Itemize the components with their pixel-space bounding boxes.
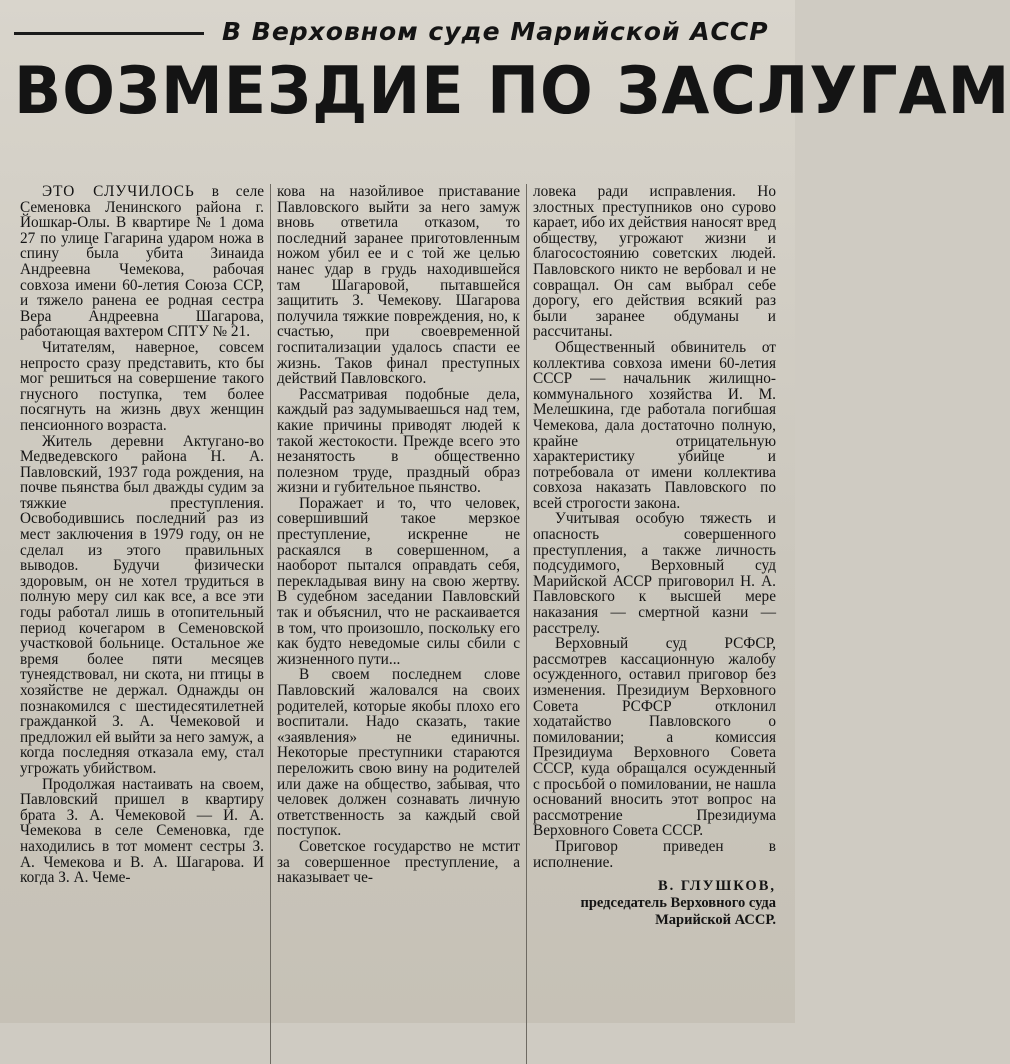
paragraph-text: Рассматривая подобные дела, каждый раз задумываешься над тем, какие причины приводят людей к такой жестокости. Прежде всего это незанятость в общественно полезном труде, праздный образ жизни и губительное пьянство. [277, 385, 520, 497]
paragraph [533, 340, 776, 512]
paragraph [533, 184, 776, 340]
signature-role: председатель Верховного суда Марийской АССР. [580, 895, 776, 929]
signature-name: В. ГЛУШКОВ, [657, 878, 776, 895]
paragraph [277, 496, 520, 668]
paragraph [277, 184, 520, 387]
paragraph-text: Поражает и то, что человек, совершивший такое мерзкое преступление, искренне не раскаялся в совершенном, а наоборот пытался оправдать себя, перекладывая вину на свою жертву. В судебном заседании Павловский так и объяснил, что не раскаивается в том, что произошло, поскольку его как будто неведомые силы сбили с жизненного пути... [277, 494, 520, 668]
rubric [14, 10, 787, 52]
rubric-text: В Верховном суде Марийской АССР [222, 16, 769, 46]
article-column-3 [526, 184, 782, 1064]
headline: ВОЗМЕЗДИЕ ПО ЗАСЛУГАМ [14, 52, 1010, 129]
article-column-1 [14, 184, 270, 1064]
paragraph [277, 839, 520, 886]
paragraph [20, 184, 264, 340]
paragraph [533, 636, 776, 839]
signature [533, 878, 776, 929]
paragraph-text: в селе Семеновка Ленинского района г. Йошкар-Олы. В квартире № 1 дома 27 по улице Гагарина ударом ножа в спину была убита Зинаида Андреевна Чемекова, рабочая совхоза имени 60-летия Союза ССР, и тяжело ранена ее родная сестра Вера Андреевна Шагарова, работающая вахтером СПТУ № 21. [20, 183, 264, 341]
paragraph-text: Советское государство не мстит за совершенное преступление, а наказывает че- [277, 837, 520, 887]
paragraph [20, 777, 264, 886]
lead-in: ЭТО СЛУЧИЛОСЬ [42, 183, 195, 200]
paragraph-text: В своем последнем слове Павловский жаловался на своих родителей, которые якобы плохо его воспитали. Надо сказать, такие «заявления» не единичны. Некоторые преступники стараются переложить свою вину на родителей или даже на общество, забывая, что человек должен сознавать личную ответственность за каждый свой поступок. [277, 666, 520, 840]
paragraph [277, 387, 520, 496]
paragraph-text: Читателям, наверное, совсем непросто сразу представить, кто бы мог решиться на совершение такого гнусного поступка, тем более посягнуть на жизнь двух женщин пенсионного возраста. [20, 338, 264, 434]
paragraph-text: Верховный суд РСФСР, рассмотрев кассационную жалобу осужденного, оставил приговор без изменения. Президиум Верховного Совета РСФСР отклонил ходатайство Павловского о помиловании; а комиссия Президиума Верховного Совета СССР, куда обращался осужденный с просьбой о помиловании, не нашла оснований вносить этот вопрос на рассмотрение Президиума Верховного Совета СССР. [533, 635, 776, 840]
paragraph-text: Продолжая настаивать на своем, Павловский пришел в квартиру брата З. А. Чемековой — И. А. Чемекова в селе Семеновка, где находились в тот момент сестры З. А. Чемекова и В. А. Шагарова. И когда З. А. Чеме- [20, 775, 264, 887]
paragraph [20, 434, 264, 777]
rubric-rule [14, 32, 204, 35]
paragraph-text: Учитывая особую тяжесть и опасность совершенного преступления, а также личность подсудимого, Верховный суд Марийской АССР приговорил Н. А. Павловского к высшей мере наказания — смертной казни — расстрелу. [533, 510, 776, 637]
paragraph [533, 839, 776, 870]
article-column-2 [270, 184, 526, 1064]
paragraph-text: Житель деревни Актугано-во Медведевского района Н. А. Павловский, 1937 года рождения, на почве пьянства был дважды судим за тяжкие преступления. Освободившись последний раз из мест заключения в 1979 году, он не сделал из этого правильных выводов. Будучи физически здоровым, он не хотел трудиться в полную меру сил как все, а все эти годы работал лишь в отопительный период кочегаром в Семеновской участковой больнице. Остальное же время более пяти месяцев тунеядствовал, ни скота, ни птицы в хозяйстве не держал. Однажды он познакомился с шестидесятилетней гражданкой З. А. Чемековой и предложил ей выйти за него замуж, а когда последняя отказала ему, стал угрожать убийством. [20, 432, 264, 777]
article-body [14, 184, 787, 1064]
paragraph [533, 511, 776, 636]
paragraph-text: Приговор приведен в исполнение. [533, 837, 776, 871]
paragraph [277, 667, 520, 839]
paragraph [20, 340, 264, 434]
paragraph-text: кова на назойливое приставание Павловского выйти за него замуж вновь ответила отказом, то последний заранее приготовленным ножом убил ее и с той же целью нанес удар в грудь находившейся там Шагаровой, пытавшейся защитить З. Чемекову. Шагарова получила тяжкие повреждения, но, к счастью, при своевременной госпитализации удалось спасти ее жизнь. Таков финал преступных действий Павловского. [277, 183, 520, 388]
paragraph-text: ловека ради исправления. Но злостных преступников оно сурово карает, ибо их действия наносят вред обществу, угрожают жизни и благосостоянию советских людей. Павловского никто не вербовал и не совращал. Он сам выбрал себе дорогу, его действия всякий раз были заранее обдуманы и рассчитаны. [533, 183, 776, 341]
paragraph-text: Общественный обвинитель от коллектива совхоза имени 60-летия СССР — начальник жилищно-коммунального хозяйства И. М. Мелешкина, где работала погибшая Чемекова, дала достаточно полную, крайне отрицательную характеристику убийце и потребовала от имени коллектива совхоза наказать Павловского по всей строгости закона. [533, 338, 776, 512]
